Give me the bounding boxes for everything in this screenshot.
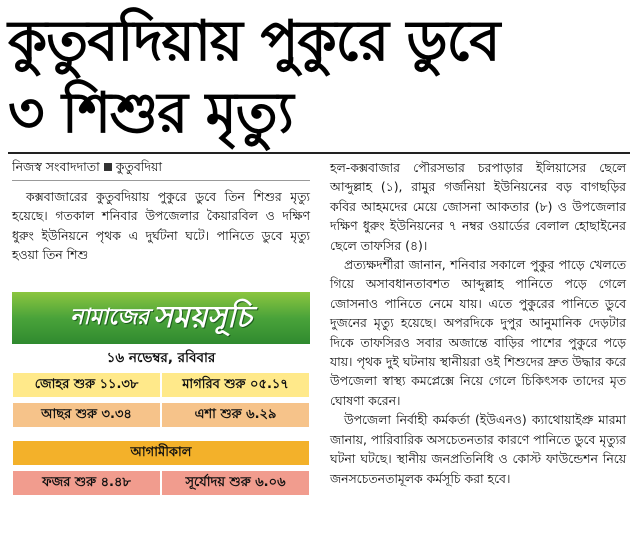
byline <box>12 158 310 181</box>
right-paragraph-2: প্রত্যক্ষদর্শীরা জানান, শনিবার সকালে পুকুর পাড়ে খেলতে গিয়ে অসাবধানতাবশত আব্দুল্লাহ পানিতে পড়ে গেলে জোসনাও পানিতে নেমে যায়। এতে পুকুরের পানিতে ডুবে দুজনের মৃত্যু হয়েছে। অপরদিকে দুপুর আনুমানিক দেড়টার দিকে তাফসিরও সবার অজান্তে বাড়ির পাশের পুকুরে পড়ে যায়। পৃথক দুই ঘটনায় স্থানীয়রা ওই শিশুদের দ্রুত উদ্ধার করে উপজেলা স্বাস্থ্য কমপ্লেক্সে নিয়ে গেলে চিকিৎসক তাদের মৃত ঘোষণা করেন। <box>330 257 626 408</box>
headline-rule <box>8 152 630 154</box>
zuhr-time: জোহর শুরু ১১.৩৮ <box>12 372 161 398</box>
fajr-time: ফজর শুরু ৪.৪৮ <box>12 470 161 496</box>
sunrise-time: সূর্যোদয় শুরু ৬.০৬ <box>161 470 310 496</box>
byline-reporter: নিজস্ব সংবাদদাতা <box>12 159 100 174</box>
square-bullet-icon <box>104 163 112 171</box>
right-paragraph-1: হল-কক্সবাজার পৌরসভার চরপাড়ার ইলিয়াসের ছেলে আব্দুল্লাহ (১), রামুর গর্জনিয়া ইউনিয়নের বড় বাগছড়ির কবির আহমদের মেয়ে জোসনা আকতার (৮) ও উপজেলার দক্ষিণ ধুরুং ইউনিয়নের ৭ নম্বর ওয়ার্ডের বেলাল হোছাইনের ছেলে তাফসির (৪)। <box>330 160 626 253</box>
prayer-row-4 <box>12 470 310 496</box>
left-paragraph-1: কক্সবাজারের কুতুবদিয়ায় পুকুরে ডুবে তিন শিশুর মৃত্যু হয়েছে। গতকাল শনিবার উপজেলার কৈয়ারবিল ও দক্ষিণ ধুরুং ইউনিয়নে পৃথক এ দুর্ঘটনা ঘটে। পানিতে ডুবে মৃত্যু হওয়া তিন শিশু <box>12 189 310 263</box>
headline-line-1: কুতুবদিয়ায় পুকুরে ডুবে <box>8 9 500 74</box>
banner-title-part2: সময়সূচি <box>152 299 252 335</box>
prayer-schedule-box <box>12 292 310 528</box>
banner-title-part1: নামাজের <box>70 303 149 330</box>
prayer-row-tomorrow <box>12 440 310 466</box>
tomorrow-label: আগামীকাল <box>12 440 310 466</box>
headline-line-2: ৩ শিশুর মৃত্যু <box>8 81 293 146</box>
left-column <box>12 158 310 265</box>
byline-location: কুতুবদিয়া <box>115 159 163 174</box>
prayer-row-1 <box>12 372 310 398</box>
prayer-date: ১৬ নভেম্বর, রবিবার <box>106 350 216 366</box>
maghrib-time: মাগরিব শুরু ০৫.১৭ <box>161 372 310 398</box>
isha-time: এশা শুরু ৬.২৯ <box>161 402 310 428</box>
prayer-schedule-banner <box>12 292 310 344</box>
prayer-row-2 <box>12 402 310 428</box>
asr-time: আছর শুরু ৩.৩৪ <box>12 402 161 428</box>
right-column <box>330 158 626 488</box>
right-paragraph-3: উপজেলা নির্বাহী কর্মকর্তা (ইউএনও) ক্যাথোয়াইপ্রু মারমা জানায়, পারিবারিক অসচেতনতার কারণে পানিতে ডুবে মৃত্যুর ঘটনা ঘটছে। স্থানীয় জনপ্রতিনিধি ও কোস্ট ফাউন্ডেশন নিয়ে জনসচেতনতামূলক কর্মসূচি করা হবে। <box>330 412 626 486</box>
